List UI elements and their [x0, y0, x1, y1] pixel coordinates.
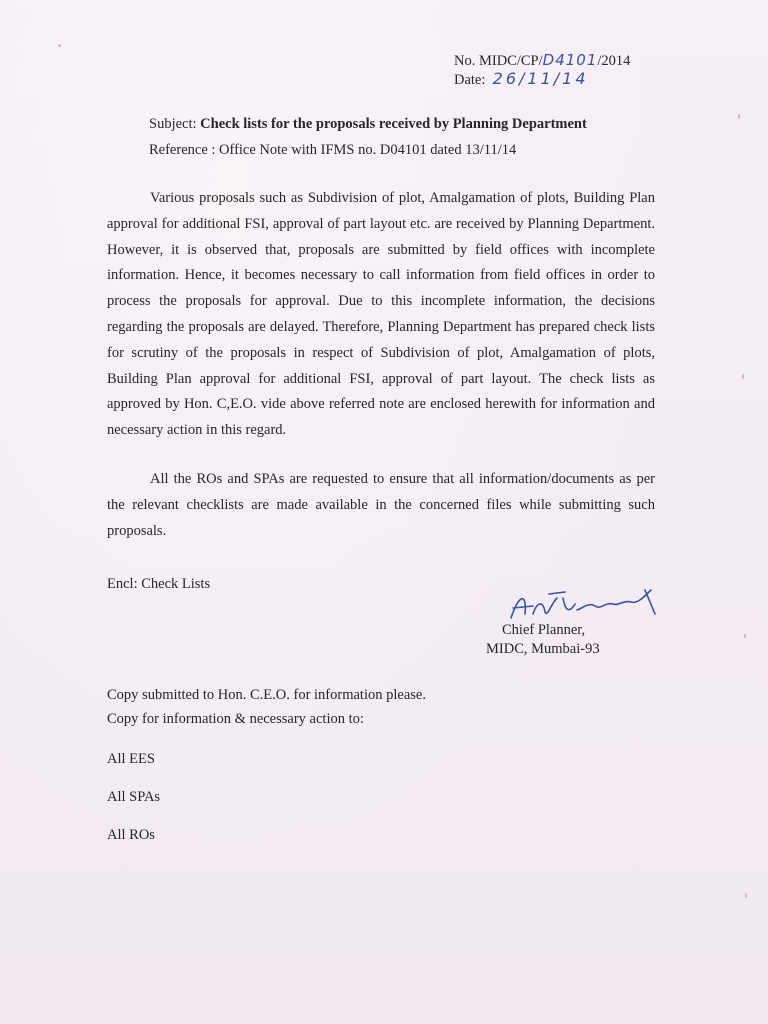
recipient-item: All ROs	[107, 827, 155, 843]
letter-number-prefix: No. MIDC/CP/	[454, 53, 543, 69]
signatory-office: MIDC, Mumbai-93	[486, 641, 600, 657]
recipient-item: All EES	[107, 751, 155, 767]
signatory-designation: Chief Planner,	[502, 622, 586, 638]
signatory-block	[486, 621, 600, 659]
copy-line-action: Copy for information & necessary action to:	[107, 711, 364, 727]
paper-speck	[744, 634, 746, 638]
letter-date	[454, 70, 630, 89]
copy-line-ceo: Copy submitted to Hon. C.E.O. for information please.	[107, 687, 426, 703]
subject-label: Subject:	[149, 116, 197, 132]
body-paragraph-1: Various proposals such as Subdivision of plot, Amalgamation of plots, Building Plan approval for additional FSI, approval of part layout etc. are received by Planning Department. However, it is observed that, proposals are submitted by field offices with incomplete information. Hence, it becomes necessary to call information from field offices in order to process the proposals for approval. Due to this incomplete information, the decisions regarding the proposals are delayed. Therefore, Planning Department has prepared check lists for scrutiny of the proposals in respect of Subdivision of plot, Amalgamation of plots, Building Plan approval for additional FSI, approval of part layout. The check lists as approved by Hon. C,E.O. vide above referred note are enclosed herewith for information and necessary action in this regard.	[107, 190, 655, 439]
recipient-item: All SPAs	[107, 789, 161, 805]
subject-text: Check lists for the proposals received by Planning Department	[200, 116, 587, 132]
reference-block	[454, 52, 630, 89]
paper-speck	[742, 374, 744, 379]
paper-speck	[58, 44, 61, 47]
date-label: Date:	[454, 72, 486, 88]
letter-number	[454, 52, 630, 70]
body-paragraph-2: All the ROs and SPAs are requested to ensure that all information/documents as per the relevant checklists are made available in the concerned files while submitting such proposals.	[107, 471, 655, 539]
letter-number-handwritten: D4101	[542, 51, 598, 69]
letter-number-suffix: /2014	[597, 53, 631, 69]
paper-speck	[745, 893, 747, 898]
subject-line	[149, 111, 587, 137]
subject-block	[149, 111, 587, 163]
date-handwritten: 26/11/14	[492, 69, 589, 88]
reference-line: Reference : Office Note with IFMS no. D04101 dated 13/11/14	[149, 142, 517, 158]
paper-speck	[738, 114, 740, 119]
enclosure-line: Encl: Check Lists	[107, 576, 211, 592]
